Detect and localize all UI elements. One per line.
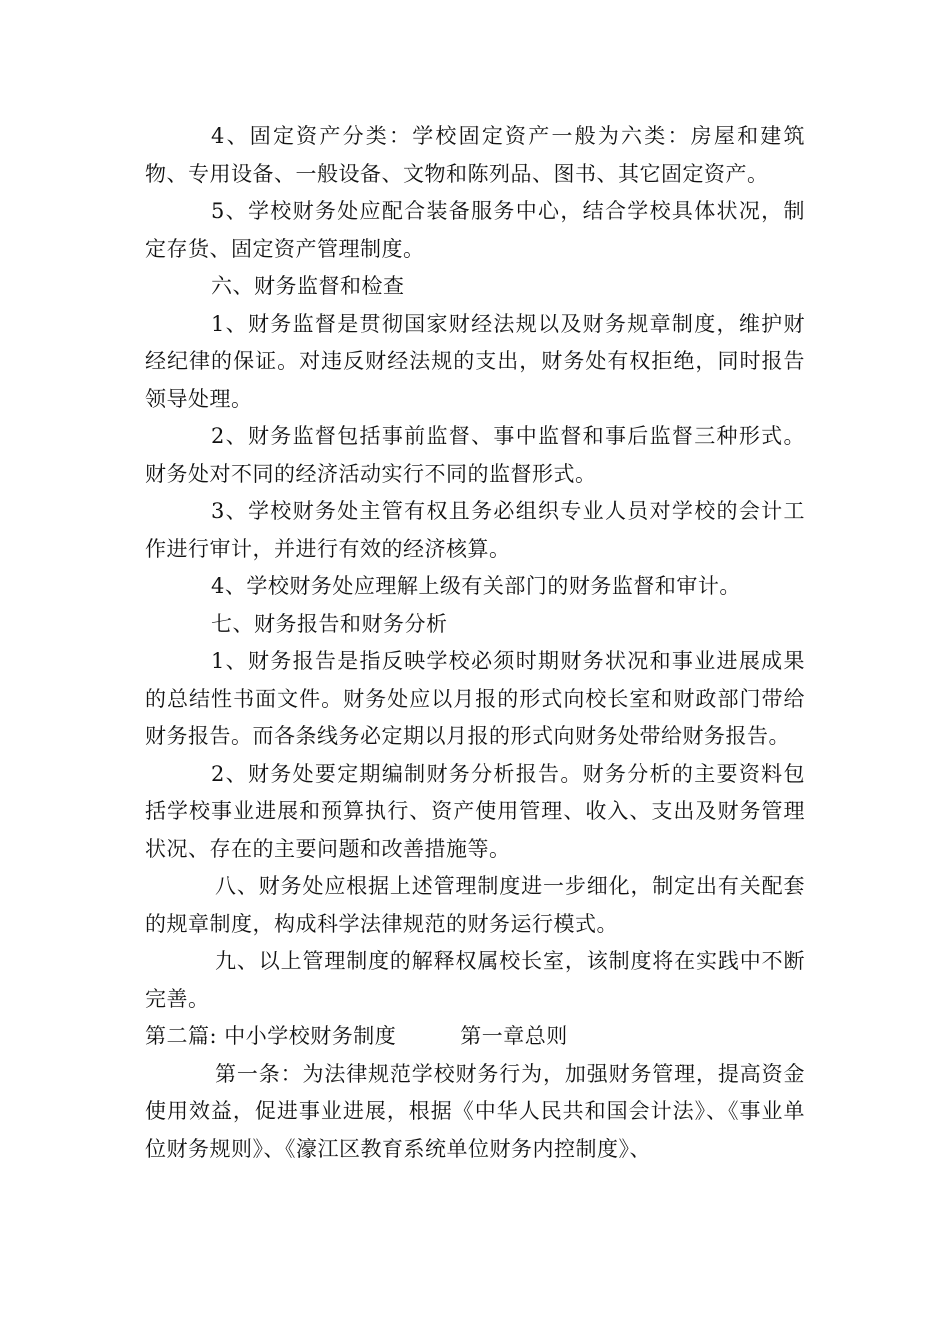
document-body <box>145 118 805 1168</box>
paragraph-inventory-management: 5、学校财务处应配合装备服务中心，结合学校具体状况，制定存货、固定资产管理制度。 <box>145 199 805 261</box>
paragraph-section-nine: 九、以上管理制度的解释权属校长室，该制度将在实践中不断完善。 <box>145 949 805 1011</box>
paragraph-supervision-2: 2、财务监督包括事前监督、事中监督和事后监督三种形式。财务处对不同的经济活动实行不同的监督形式。 <box>145 424 805 486</box>
paragraph-fixed-asset-classification: 4、固定资产分类：学校固定资产一般为六类：房屋和建筑物、专用设备、一般设备、文物和陈列品、图书、其它固定资产。 <box>145 124 805 186</box>
chapter-title: 第一章总则 <box>460 1024 568 1048</box>
paragraph-section-eight: 八、财务处应根据上述管理制度进一步细化，制定出有关配套的规章制度，构成科学法律规范的财务运行模式。 <box>145 874 805 936</box>
section-heading-supervision: 六、财务监督和检查 <box>211 274 405 298</box>
chapter-heading-line <box>145 1018 805 1056</box>
paragraph-supervision-1: 1、财务监督是贯彻国家财经法规以及财务规章制度，维护财经纪律的保证。对违反财经法规的支出，财务处有权拒绝，同时报告领导处理。 <box>145 311 805 411</box>
part-title: 第二篇: 中小学校财务制度 <box>145 1024 397 1048</box>
paragraph-supervision-3: 3、学校财务处主管有权且务必组织专业人员对学校的会计工作进行审计，并进行有效的经济核算。 <box>145 499 805 561</box>
paragraph-supervision-4: 4、学校财务处应理解上级有关部门的财务监督和审计。 <box>211 574 741 598</box>
paragraph-article-one: 第一条：为法律规范学校财务行为，加强财务管理，提高资金使用效益，促进事业进展，根据《中华人民共和国会计法》、《事业单位财务规则》、《濠江区教育系统单位财务内控制度》、 <box>145 1061 805 1161</box>
section-heading-reports: 七、财务报告和财务分析 <box>211 611 448 636</box>
paragraph-reports-2: 2、财务处要定期编制财务分析报告。财务分析的主要资料包括学校事业进展和预算执行、资产使用管理、收入、支出及财务管理状况、存在的主要问题和改善措施等。 <box>145 761 805 861</box>
paragraph-reports-1: 1、财务报告是指反映学校必须时期财务状况和事业进展成果的总结性书面文件。财务处应以月报的形式向校长室和财政部门带给财务报告。而各条线务必定期以月报的形式向财务处带给财务报告。 <box>145 649 805 748</box>
